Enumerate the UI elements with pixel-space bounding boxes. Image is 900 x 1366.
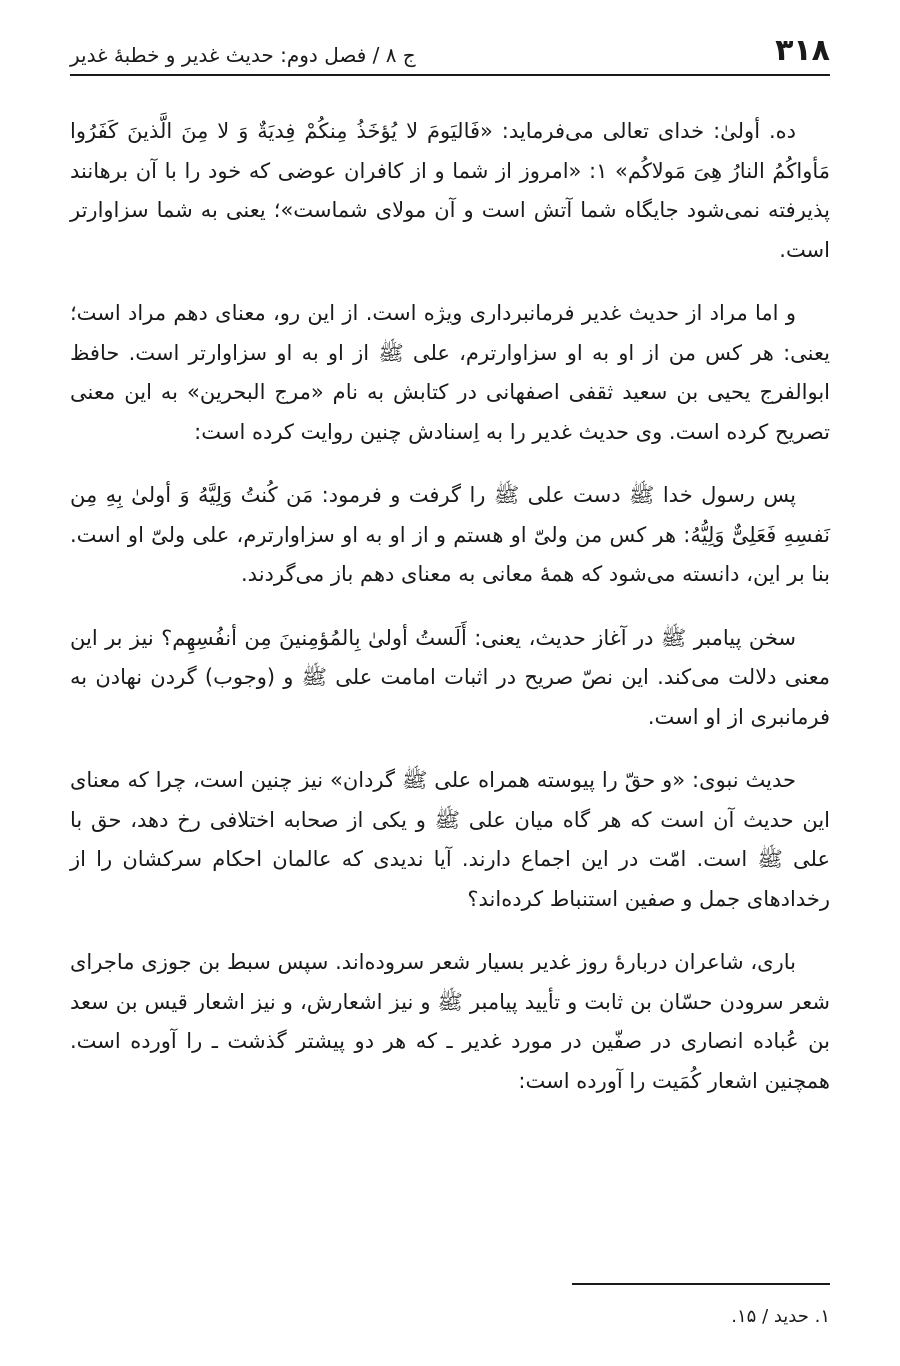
page-header <box>70 30 830 76</box>
body-text <box>70 112 830 1125</box>
paragraph: حدیث نبوی: «و حقّ را پیوسته همراه علی ﷺ گردان» نیز چنین است، چرا که معنای این حدیث آن است که هر گاه میان علی ﷺ و یکی از صحابه اختلافی رخ دهد، حق با علی ﷺ است. امّت در این اجماع دارند. آیا ندیدی که عالمان احکام سرکشان را از رخدادهای جمل و صفین استنباط کرده‌اند؟ <box>70 768 830 911</box>
running-head: ج ۸ / فصل دوم: حدیث غدیر و خطبهٔ غدیر <box>70 43 416 67</box>
paragraph: پس رسول خدا ﷺ دست علی ﷺ را گرفت و فرمود: مَن کُنتُ وَلِیَّهُ وَ أولیٰ بِهِ مِن نَفسِهِ فَعَلِیٌّ وَلِیُّهُ: هر کس من ولیّ او هستم و از او به او سزاوارترم، علی ولیّ او است. بنا بر این، دانسته می‌شود که همهٔ معانی به معنای دهم باز می‌گردند. <box>70 483 830 586</box>
paragraph: سخن پیامبر ﷺ در آغاز حدیث، یعنی: أَلَستُ أولیٰ بِالمُؤمِنینَ مِن أنفُسِهِم؟ نیز بر این معنی دلالت می‌کند. این نصّ صریح در اثبات امامت علی ﷺ و (وجوب) گردن نهادن به فرمانبری از او است. <box>70 625 830 729</box>
footnote: ۱. حدید / ۱۵. <box>731 1306 830 1327</box>
page-number: ۳۱۸ <box>775 33 830 68</box>
paragraph: ده. أولیٰ: خدای تعالی می‌فرماید: «فَالیَومَ لا یُؤخَذُ مِنکُمْ فِدیَةٌ وَ لا مِنَ الَّذینَ کَفَرُوا مَأواکُمُ النارُ هِیَ مَولاکُم» ۱: «امروز از شما و از کافران عوضی که خود را با آن برهانند پذیرفته نمی‌شود جایگاه شما آتش است و آن مولای شماست»؛ یعنی به شما سزاوارتر است. <box>70 119 830 262</box>
paragraph: باری، شاعران دربارهٔ روز غدیر بسیار شعر سروده‌اند. سپس سبط بن جوزی ماجرای شعر سرودن حسّان بن ثابت و تأیید پیامبر ﷺ و نیز اشعارش، و نیز اشعار قیس بن سعد بن عُباده انصاری در صفّین در مورد غدیر ـ که هر دو پیشتر گذشت ـ را آورده است. همچنین اشعار کُمَیت را آورده است: <box>70 950 830 1093</box>
footnote-divider <box>572 1283 830 1285</box>
paragraph: و اما مراد از حدیث غدیر فرمانبرداری ویژه است. از این رو، معنای دهم مراد است؛ یعنی: هر کس من از او به او سزاوارترم، علی ﷺ از او به او سزاوارتر است. حافظ ابوالفرج یحیی بن سعید ثقفی اصفهانی در کتابش به نام «مرج البحرین» به این معنی تصریح کرده است. وی حدیث غدیر را به اِسنادش چنین روایت کرده است: <box>70 301 830 444</box>
